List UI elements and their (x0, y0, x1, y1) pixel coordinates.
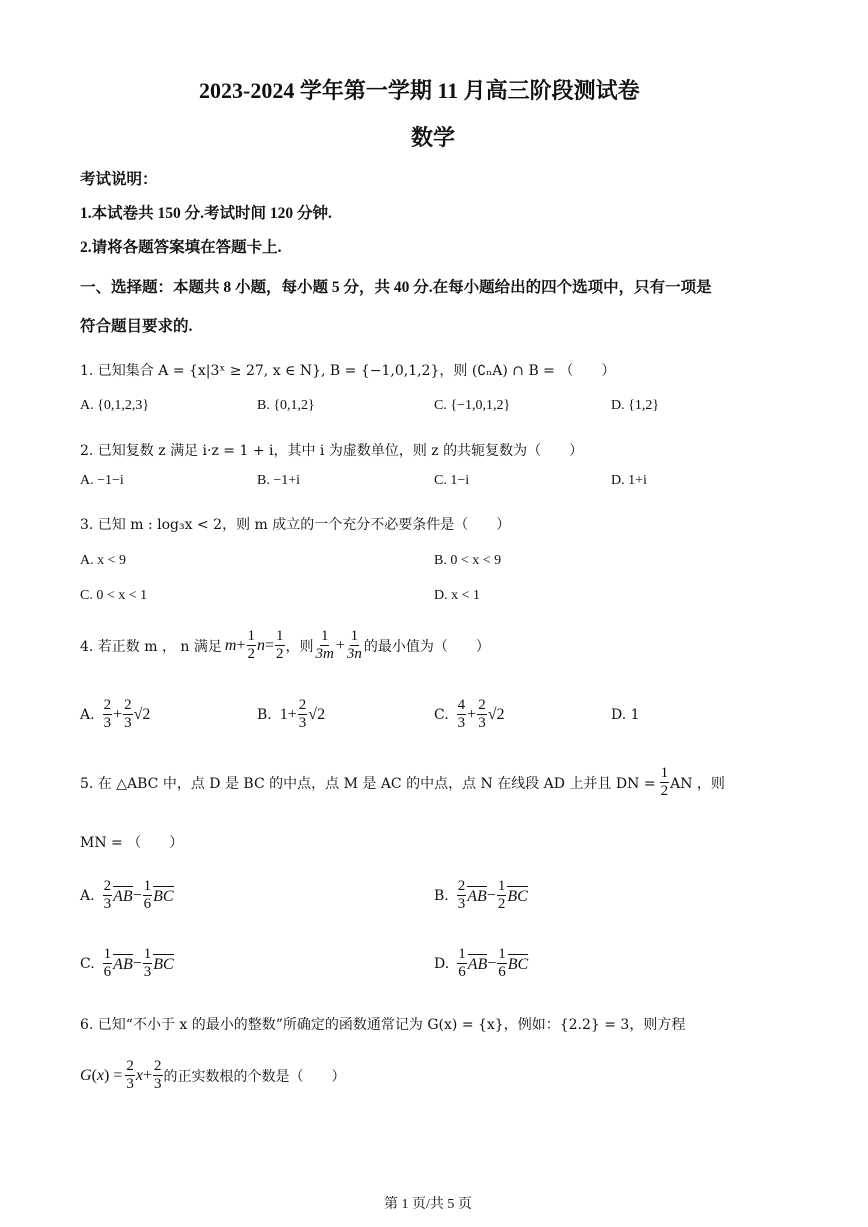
q1-option-b: B. {0,1,2} (257, 398, 315, 413)
question-5-line-2: MN = （ ） (80, 835, 184, 851)
q2-option-b: B. −1+i (257, 473, 301, 488)
q4-option-b: B. 1+ $\frac{2}{3}$ √2 (257, 697, 326, 731)
q5-option-d: D. $\frac{1}{6}$ AB − $\frac{1}{6}$ BC (434, 946, 529, 980)
subject-title: 数学 (411, 125, 456, 150)
q5-option-b: B. $\frac{2}{3}$ AB − $\frac{1}{2}$ BC (434, 878, 528, 912)
q4-option-c: C. $\frac{4}{3}$ + $\frac{2}{3}$ √2 (434, 697, 505, 731)
q3-option-a: A. x < 9 (80, 553, 127, 568)
question-1-stem: 1. 已知集合 A = {x|3ˣ ≥ 27, x ∈ N}, B = {−1,0,1,2}，则 (∁ₙA) ∩ B = （ ） (80, 363, 616, 379)
instructions-heading: 考试说明： (80, 171, 158, 188)
q1-option-a: A. {0,1,2,3} (80, 398, 150, 413)
page-footer: 第 1 页/共 5 页 (384, 1197, 472, 1212)
section-heading-line-1: 一、选择题：本题共 8 小题，每小题 5 分，共 40 分.在每小题给出的四个选项中，只有一项是 (80, 279, 712, 296)
q4-suffix: 的最小值为（ ） (363, 638, 490, 655)
q4-prefix: 4. 若正数 m ， n 满足 (80, 638, 222, 655)
instruction-line-2: 2.请将各题答案填在答题卡上. (80, 239, 282, 256)
q5-prefix: 5. 在 △ABC 中，点 D 是 BC 的中点，点 M 是 AC 的中点，点 N 在线段 AD 上并且 DN = (80, 775, 656, 792)
q5-suffix: AN ，则 (670, 775, 725, 792)
q3-option-d: D. x < 1 (434, 588, 481, 603)
q2-option-d: D. 1+i (611, 473, 647, 488)
question-5-stem: 5. 在 △ABC 中，点 D 是 BC 的中点，点 M 是 AC 的中点，点 N 在线段 AD 上并且 DN = $\frac{1}{2}$ AN ，则 (80, 765, 725, 799)
section-heading-line-2: 符合题目要求的. (80, 318, 193, 335)
q1-option-c: C. {−1,0,1,2} (434, 398, 511, 413)
exam-title: 2023-2024 学年第一学期 11 月高三阶段测试卷 (199, 78, 640, 103)
q4-option-d: D. 1 (611, 707, 640, 723)
question-6-line-2: G ( x ) = $\frac{2}{3}$ x + $\frac{2}{3}$ 的正实数根的个数是（ ） (80, 1058, 346, 1092)
question-6-line-1: 6. 已知“不小于 x 的最小的整数”所确定的函数通常记为 G(x) = {x}，例如：{2.2} = 3，则方程 (80, 1017, 686, 1033)
q5-option-a: A. $\frac{2}{3}$ AB − $\frac{1}{6}$ BC (80, 878, 174, 912)
question-4-stem: 4. 若正数 m ， n 满足 m + $\frac{1}{2}$ n = $\frac{1}{2}$ ，则 $\frac{1}{3m}$ + $\frac{1}{3n}$ 的最小值为（ ） (80, 628, 490, 662)
q5-option-c: C. $\frac{1}{6}$ AB − $\frac{1}{3}$ BC (80, 946, 174, 980)
instruction-line-1: 1.本试卷共 150 分.考试时间 120 分钟. (80, 205, 332, 222)
q2-option-c: C. 1−i (434, 473, 470, 488)
q1-option-d: D. {1,2} (611, 398, 660, 413)
q6-suffix: 的正实数根的个数是（ ） (163, 1068, 346, 1085)
q3-option-b: B. 0 < x < 9 (434, 553, 502, 568)
question-3-stem: 3. 已知 m : log₃x < 2，则 m 成立的一个充分不必要条件是（ ） (80, 517, 511, 533)
q4-option-a: A. $\frac{2}{3}$ + $\frac{2}{3}$ √2 (80, 697, 151, 731)
q3-option-c: C. 0 < x < 1 (80, 588, 148, 603)
question-2-stem: 2. 已知复数 z 满足 i·z = 1 + i，其中 i 为虚数单位，则 z 的共轭复数为（ ） (80, 443, 584, 459)
q2-option-a: A. −1−i (80, 473, 124, 488)
